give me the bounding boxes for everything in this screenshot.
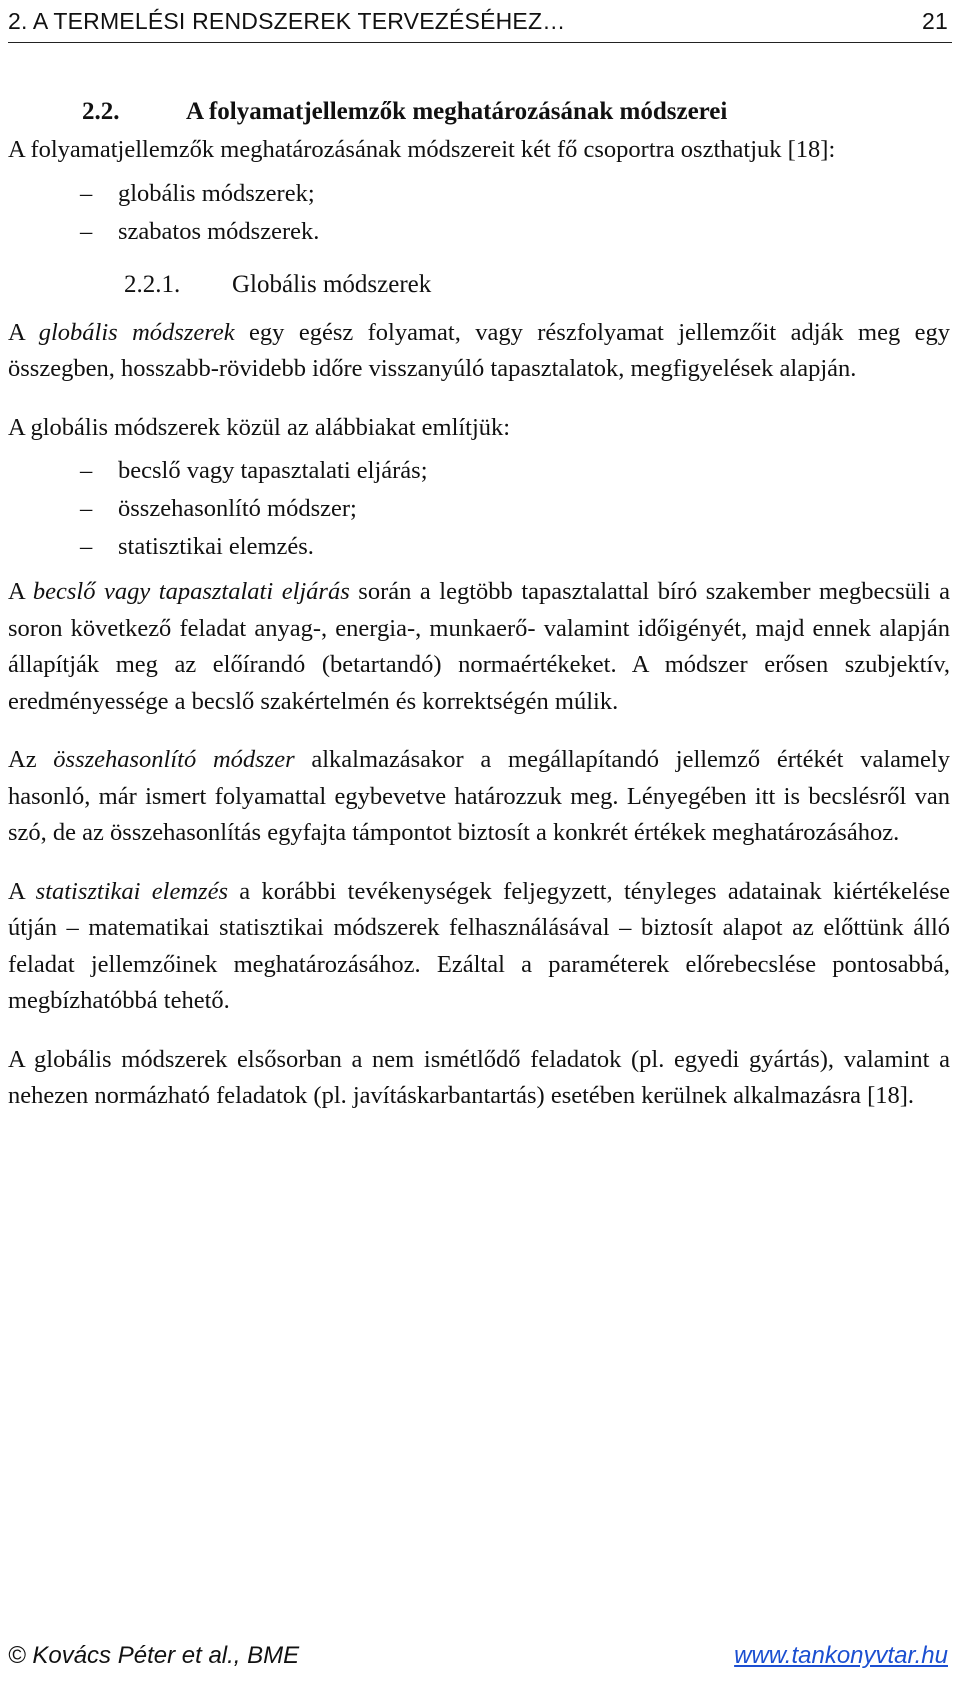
document-body <box>8 92 950 1115</box>
list-item: – globális módszerek; <box>8 175 950 213</box>
term-estimation: becslő vagy tapasztalati eljárás <box>32 578 350 605</box>
subsection-heading <box>124 267 950 303</box>
header-page-number: 21 <box>922 8 948 34</box>
dash-marker: – <box>80 495 93 522</box>
section-number: 2.2. <box>82 98 120 125</box>
footer-author: © Kovács Péter et al., BME <box>8 1642 300 1669</box>
paragraph-estimation: A becslő vagy tapasztalati eljárás során a legtöbb tapasztalattal bíró szakember megbecsüli a soron következő feladat anyag-, energia-, munkaerő- valamint időigényét, majd ennek alapján állapítják meg az előírandó (betartandó) normaértékeket. A módszer erősen szubjektív, eredményessége a becslő szakértelmén és korrektségén múlik. <box>8 578 951 715</box>
paragraph-usage: A globális módszerek elsősorban a nem ismétlődő feladatok (pl. egyedi gyártás), valamint a nehezen normázható feladatok (pl. javításkarbantartás) esetében kerülnek alkalmazásra [18]. <box>8 1045 950 1109</box>
section-heading <box>82 92 950 132</box>
paragraph-global-methods: A globális módszerek egy egész folyamat, vagy részfolyamat jellemzőit adják meg egy összegben, hosszabb-rövidebb időre visszanyúló tapasztalatok, megfigyelések alapján. <box>8 318 950 382</box>
section-title: A folyamatjellemzők meghatározásának módszerei <box>186 98 728 125</box>
list-item: – szabatos módszerek. <box>8 213 950 251</box>
paragraph-comparative: Az összehasonlító módszer alkalmazásakor a megállapítandó jellemző értékét valamely hasonló, már ismert folyamattal egybevetve határozzuk meg. Lényegében itt is becslésről van szó, de az összehasonlítás egyfajta támpontot biztosít a konkrét értékek meghatározásához. <box>8 746 950 846</box>
dash-marker: – <box>80 217 93 245</box>
running-header <box>8 2 952 43</box>
subsection-number: 2.2.1. <box>124 270 181 298</box>
list-item: – statisztikai elemzés. <box>8 528 950 566</box>
term-statistical: statisztikai elemzés <box>35 877 228 905</box>
dash-marker: – <box>80 179 93 207</box>
section-intro: A folyamatjellemzők meghatározásának módszereit két fő csoportra oszthatjuk [18]: <box>8 136 836 163</box>
term-global-methods: globális módszerek <box>38 318 235 346</box>
dash-marker: – <box>80 457 93 484</box>
paragraph-statistical: A statisztikai elemzés a korábbi tevékenységek feljegyzett, tényleges adatainak kiértékelése útján – matematikai statisztikai módszerek felhasználásával – biztosít alapot az előttünk álló feladat jellemzőinek meghatározásához. Ezáltal a paraméterek előrebecslése pontosabbá, megbízhatóbbá tehető. <box>8 877 950 1014</box>
global-methods-list <box>8 452 950 566</box>
paragraph-methods-intro: A globális módszerek közül az alábbiakat említjük: <box>8 413 511 441</box>
list-item: – összehasonlító módszer; <box>8 490 950 528</box>
dash-marker: – <box>80 533 93 560</box>
method-groups-list <box>8 175 950 251</box>
term-comparative: összehasonlító módszer <box>53 746 295 773</box>
header-chapter-title: 2. A TERMELÉSI RENDSZEREK TERVEZÉSÉHEZ… <box>8 8 566 34</box>
subsection-title: Globális módszerek <box>232 270 432 298</box>
footer-website-link[interactable]: www.tankonyvtar.hu <box>734 1642 948 1669</box>
list-item: – becslő vagy tapasztalati eljárás; <box>8 452 950 490</box>
